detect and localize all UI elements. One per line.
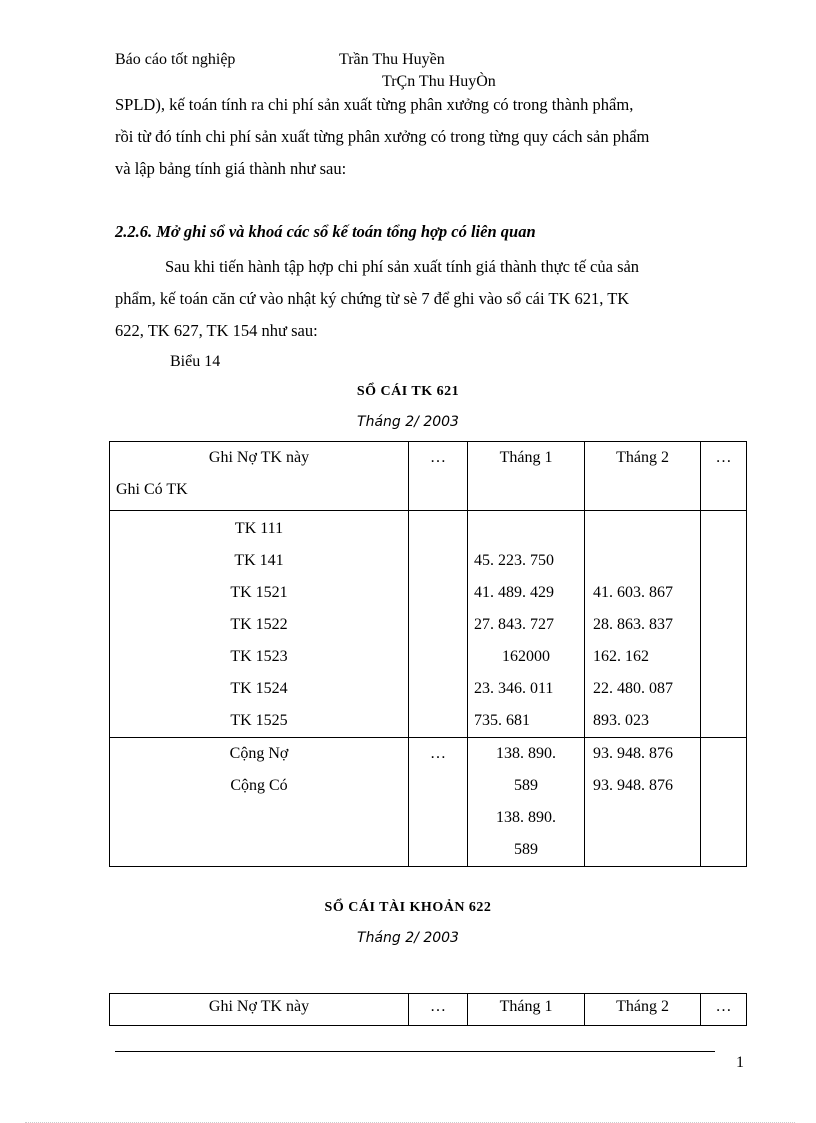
total-m1-line-3: 589 bbox=[514, 841, 538, 858]
m2-val-2: 41. 603. 867 bbox=[593, 584, 673, 601]
m2-val-4: 162. 162 bbox=[593, 648, 649, 665]
ledger1-month2-col bbox=[585, 511, 701, 738]
m1-val-1: 45. 223. 750 bbox=[474, 552, 554, 569]
account-tk111: TK 111 bbox=[234, 520, 284, 537]
total-m2-line-0: 93. 948. 876 bbox=[593, 745, 673, 762]
ledger2-head-month2: Tháng 2 bbox=[585, 994, 701, 1026]
section-heading: 2.2.6. Mở ghi sổ và khoá các sổ kế toán tổng hợp có liên quan bbox=[115, 222, 536, 241]
ledger1-totals-month2 bbox=[585, 738, 701, 867]
ledger1-head-account bbox=[110, 442, 409, 511]
m1-val-5: 23. 346. 011 bbox=[474, 680, 554, 697]
account-tk1522: TK 1522 bbox=[230, 616, 288, 633]
ledger1-head-ellipsis2: … bbox=[701, 442, 747, 511]
ledger1-title: SỔ CÁI TK 621 bbox=[356, 384, 460, 399]
m2-val-6: 893. 023 bbox=[593, 712, 649, 729]
ledger2-title: SỔ CÁI TÀI KHOẢN 622 bbox=[324, 900, 492, 915]
ledger1-totals-ellipsis2 bbox=[701, 738, 747, 867]
ledger1-ellipsis-col bbox=[409, 511, 468, 738]
ledger2-subtitle: Tháng 2/ 2003 bbox=[357, 930, 459, 946]
account-tk1524: TK 1524 bbox=[230, 680, 288, 697]
ledger1-totals-row bbox=[110, 738, 747, 867]
ledger1-month1-col bbox=[468, 511, 585, 738]
ledger1-credit-label: Ghi Có TK bbox=[116, 481, 188, 498]
author-name: Trần Thu Huyền bbox=[339, 51, 445, 68]
ledger1-totals-labels bbox=[110, 738, 409, 867]
m1-val-4: 162000 bbox=[502, 648, 550, 665]
author-name-garbled: TrÇn Thu HuyÒn bbox=[382, 73, 496, 90]
ledger2-head-debit: Ghi Nợ TK này bbox=[110, 994, 409, 1026]
m1-val-0 bbox=[474, 513, 584, 545]
ledger1-head-month2: Tháng 2 bbox=[585, 442, 701, 511]
para-line-2: phẩm, kế toán căn cứ vào nhật ký chứng từ sè 7 để ghi vào sổ cái TK 621, TK bbox=[115, 289, 630, 308]
account-tk1523: TK 1523 bbox=[230, 648, 288, 665]
para-line-1: Sau khi tiến hành tập hợp chi phí sản xuất tính giá thành thực tế của sản bbox=[165, 257, 640, 276]
total-m1-line-0: 138. 890. bbox=[496, 745, 556, 762]
ledger1-subtitle: Tháng 2/ 2003 bbox=[357, 414, 459, 430]
m2-val-0 bbox=[593, 513, 700, 545]
report-label: Báo cáo tốt nghiệp bbox=[115, 51, 236, 68]
m2-val-5: 22. 480. 087 bbox=[593, 680, 673, 697]
para-line-3: 622, TK 627, TK 154 như sau: bbox=[115, 321, 318, 340]
intro-line-1: SPLD), kế toán tính ra chi phí sản xuất từng phân xưởng có trong thành phẩm, bbox=[115, 95, 634, 114]
m2-val-1 bbox=[593, 545, 700, 577]
page-number: 1 bbox=[736, 1054, 744, 1071]
ledger1-totals-month1 bbox=[468, 738, 585, 867]
account-tk1525: TK 1525 bbox=[230, 712, 288, 729]
account-tk141: TK 141 bbox=[234, 552, 284, 569]
ledger2-header-row bbox=[110, 994, 747, 1026]
total-credit-label: Cộng Có bbox=[230, 777, 288, 794]
total-debit-label: Cộng Nợ bbox=[229, 745, 289, 762]
intro-line-2: rồi từ đó tính chi phí sản xuất từng phân xưởng có trong từng quy cách sản phẩm bbox=[115, 127, 650, 146]
m1-val-2: 41. 489. 429 bbox=[474, 584, 554, 601]
m1-val-6: 735. 681 bbox=[474, 712, 530, 729]
ledger1-totals-ellipsis bbox=[409, 738, 468, 867]
ledger2-head-month1: Tháng 1 bbox=[468, 994, 585, 1026]
ledger2-head-ellipsis2: … bbox=[701, 994, 747, 1026]
ledger1-debit-label: Ghi Nợ TK này bbox=[208, 449, 310, 466]
total-m2-line-1: 93. 948. 876 bbox=[593, 777, 673, 794]
bieu-label: Biểu 14 bbox=[170, 353, 221, 370]
intro-line-3: và lập bảng tính giá thành như sau: bbox=[115, 159, 347, 178]
footer-rule bbox=[115, 1051, 715, 1052]
ledger1-head-ellipsis: … bbox=[409, 442, 468, 511]
ledger1-ellipsis2-col bbox=[701, 511, 747, 738]
total-m1-line-1: 589 bbox=[514, 777, 538, 794]
totals-ellipsis-text: … bbox=[430, 745, 446, 762]
ledger1-head-month1: Tháng 1 bbox=[468, 442, 585, 511]
m2-val-3: 28. 863. 837 bbox=[593, 616, 673, 633]
ledger1-table bbox=[109, 441, 747, 867]
ledger2-head-ellipsis: … bbox=[409, 994, 468, 1026]
ledger1-header-row bbox=[110, 442, 747, 511]
ledger1-accounts-row bbox=[110, 511, 747, 738]
m1-val-3: 27. 843. 727 bbox=[474, 616, 554, 633]
ledger1-accounts-col bbox=[110, 511, 409, 738]
account-tk1521: TK 1521 bbox=[230, 584, 288, 601]
ledger2-table bbox=[109, 993, 747, 1026]
total-m1-line-2: 138. 890. bbox=[496, 809, 556, 826]
